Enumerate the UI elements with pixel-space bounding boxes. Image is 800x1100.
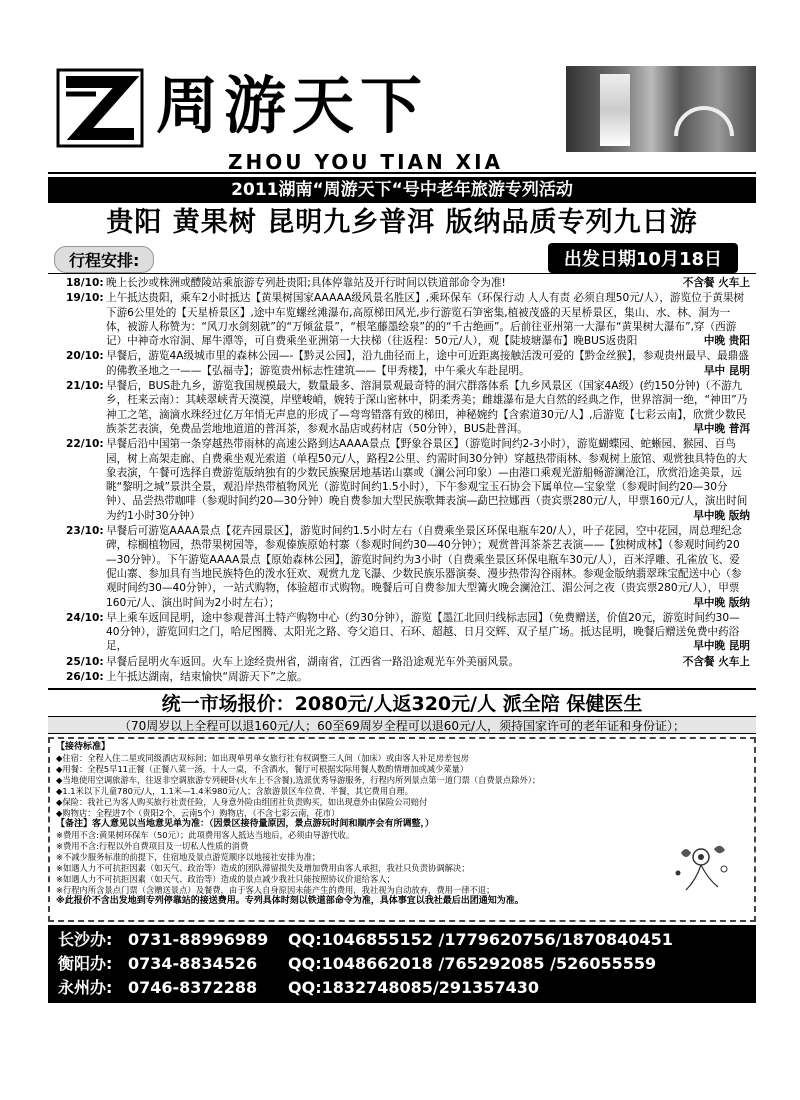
itinerary-day bbox=[66, 524, 750, 610]
scenery-photo bbox=[566, 66, 756, 152]
day-date: 22/10: bbox=[66, 438, 104, 451]
standards-line: ※费用不含:黄果树环保车（50元）；此项费用客人抵达当地后，必须由导游代收。 bbox=[56, 830, 355, 841]
day-text: 上午抵达贵阳，乘车2小时抵达【黄果树国家AAAAA级风景名胜区】,乘环保车（环保行动 人人有责 必须自理50元/人），游览位于黄果树下游6公里处的【天星桥景区】,途中车览螺丝滩瀑布,高原梯田风光,步行游览石笋密集,植被茂盛的天星桥景区，集山、水、林、洞为一体，被游人称赞为：“风刀水剑刻就”的“万倾盆景”，“根笔藤墨绘泉”的的“千古绝画”。后前往亚州第一大瀑布“黄果树大瀑布”,穿（西游记）中神奇水帘洞、犀牛潭等，可自费乘坐亚洲第一大扶梯（往返程：50元/人），观【陡坡塘瀑布】晚BUS返贵阳 bbox=[106, 292, 745, 348]
logo-subtitle: ZHOU YOU TIAN XIA bbox=[228, 150, 504, 174]
standards-line: ※费用不含:行程以外自费项目及一切私人性质的消费 bbox=[56, 841, 249, 852]
contact-row bbox=[58, 928, 746, 952]
standards-line: ※不减少服务标准的前提下，住宿地及景点游览顺序以地接社安排为准； bbox=[56, 852, 321, 863]
day-meal: 早中晚 版纳 bbox=[693, 596, 750, 609]
office-phone: 0731-88996989 bbox=[128, 930, 269, 950]
waterfall-image bbox=[600, 74, 630, 146]
standards-line: ◆购物店：全程进7个（贵阳2个，云南5个）购物店，（不含七彩云南，花市） bbox=[56, 808, 340, 819]
standards-line: ◆1.1米以下儿童780元/人，1.1米—1.4米980元/人；含旅游景区车位费、半餐，其它费用自理。 bbox=[56, 786, 414, 797]
standards-line: 【备注】客人意见以当地意见单为准：（因景区接待量原因，景点游玩时间和顺序会有所调整，） bbox=[56, 819, 435, 830]
event-banner: 2011湖南“周游天下“号中老年旅游专列活动 bbox=[48, 177, 756, 203]
itinerary-label: 行程安排: bbox=[54, 246, 154, 273]
office-name: 长沙办: bbox=[58, 930, 113, 950]
day-text: 早餐后昆明火车返回。火车上途经贵州省，湖南省，江西省一路沿途观光车外美丽风景。 bbox=[106, 655, 520, 668]
standards-line: ※此报价不含出发地到专列停靠站的接送费用。专列具体时刻以铁道部命令为准，具体事宜以我社最后出团通知为准。 bbox=[56, 896, 524, 907]
standards-line: ◆当地使用空调旅游车，往返非空调旅游专列硬卧(火车上不含餐),选派优秀导游服务，行程内所列景点第一道门票（自费景点除外）； bbox=[56, 775, 541, 786]
contact-block bbox=[48, 925, 756, 1003]
day-text: 上午抵达湖南，结束愉快“周游天下”之旅。 bbox=[106, 671, 308, 684]
standards-line: ※如遇人力不可抗拒因素（如天气、政治等）造成的景点减少我社只能按照协议价退给客人； bbox=[56, 874, 395, 885]
itinerary-day bbox=[66, 611, 750, 654]
flyer bbox=[48, 62, 756, 1042]
itinerary-day bbox=[66, 437, 750, 523]
standards-line: ◆用餐：全程5早11正餐（正餐八菜一汤，十人一桌，不含酒水，餐厅可根据实际用餐人数酌情增加或减少菜量） bbox=[56, 764, 469, 775]
itinerary-day bbox=[66, 349, 750, 378]
logo bbox=[56, 64, 576, 150]
office-name: 衡阳办: bbox=[58, 954, 113, 974]
header bbox=[48, 62, 756, 174]
office-qq: QQ:1046855152 /1779620756/1870840451 bbox=[288, 930, 673, 950]
office-qq: QQ:1832748085/291357430 bbox=[288, 978, 539, 998]
price-note: （70周岁以上全程可以退160元/人；60至69周岁全程可以退60元/人，须持国家许可的老年证和身份证）； bbox=[48, 716, 756, 734]
day-date: 20/10: bbox=[66, 350, 104, 363]
standards-line: ※行程内所含景点门票（含赠送景点）及餐费，由于客人自身原因未能产生的费用，我社视为自动放弃，费用一律不退； bbox=[56, 885, 495, 896]
standards-line: ◆保险：我社已为客人购买旅行社责任险，人身意外险由组团社负责购买，如出现意外由保险公司赔付 bbox=[56, 797, 428, 808]
service-standards bbox=[48, 737, 756, 922]
day-text: 早餐后沿中国第一条穿越热带雨林的高速公路到达AAAA景点【野象谷景区】（游览时间约2-3小时），游览蝴蝶园、蛇蜥园、猴园、百鸟园，树上高架走廊、自费乘坐观光索道（单程50元/人，路程2公里、约需时间30分钟）穿越热带雨林、参观树上旅馆、观赏独具特色的大象表演，午餐可选择自费游览版纳独有的少数民族聚居地基诺山寨或（澜公河印象）—由港口乘观光游船畅游澜沧江，欣赏沿途美景，远眺“黎明之城”景洪全景，观沿岸热带植物风光（游览时间约1.5小时），下午参观宝玉石协会下属单位—宝象堂（参观时间约20—30分钟）、品尝热带咖啡（参观时间约20—30分钟）晚自费参加大型民族歌舞表演—勐巴拉娜西（贵宾票280元/人，甲票160元/人，演出时间为约1小时30分钟） bbox=[106, 438, 748, 522]
day-text: 早餐后，游览4A级城市里的森林公园—-【黔灵公园】，沿九曲径而上，途中可近距离接触活泼可爱的【黔金丝猴】，参观贵州最早、最鼎盛的佛教圣地之一——【弘福寺】；游览贵州标志性建筑——【甲秀楼】，中午乘火车赴昆明。 bbox=[106, 350, 749, 377]
day-meal: 不含餐 火车上 bbox=[682, 277, 750, 289]
logo-text: 周游天下 bbox=[156, 69, 429, 142]
day-text: 早餐后，BUS赴九乡，游览我国规模最大，数量最多、溶洞景观最奇特的洞穴群落体系【九乡风景区（国家4A级）(约150分钟)（不游九乡，枉来云南）：其峡翠峡青天漠漠，岸壁峻峭，婉转于深山密林中，阴柔秀美；雌雄瀑布是大自然的经典之作，世界溶洞一绝，“神田”乃神工之笔，滴滴水珠经过亿万年悄无声息的形成了—弯弯错落有致的梯田，神秘婉约【含索道30元/人】,后游览【七彩云南】，欣赏少数民族茶艺表演，免费品尝地地道道的普洱茶，参观水晶店或药材店（50分钟），BUS赴普洱。 bbox=[106, 380, 748, 435]
bridge-image bbox=[674, 106, 734, 136]
departure-date: 出发日期10月18日 bbox=[548, 243, 738, 273]
itinerary-list bbox=[48, 274, 756, 684]
standards-line: ◆住宿：全程入住二星或同级酒店双标间；如出现单男单女旅行社有权调整三人间（加床）或由客人补足房差包房 bbox=[56, 753, 469, 764]
standards-heading: 【接待标准】 bbox=[56, 742, 111, 753]
day-date: 25/10: bbox=[66, 655, 104, 668]
itinerary-day bbox=[66, 670, 750, 684]
itinerary-day bbox=[66, 291, 750, 348]
day-date: 23/10: bbox=[66, 525, 104, 538]
office-phone: 0746-8372288 bbox=[128, 978, 258, 998]
day-meal: 中晚 贵阳 bbox=[703, 335, 750, 348]
day-meal: 早中晚 普洱 bbox=[693, 422, 750, 435]
day-date: 26/10: bbox=[66, 671, 104, 684]
logo-z-icon bbox=[56, 68, 144, 148]
office-phone: 0734-8834526 bbox=[128, 954, 258, 974]
day-meal: 早中晚 版纳 bbox=[693, 509, 750, 522]
day-text: 晚上长沙或株洲或醴陵站乘旅游专列赴贵阳;具体停靠站及开行时间以铁道部命令为准! bbox=[106, 277, 506, 289]
day-meal: 不含餐 火车上 bbox=[682, 655, 750, 668]
contact-row bbox=[58, 976, 746, 1000]
day-text: 早上乘车返回昆明，途中参观普洱土特产购物中心（约30分钟），游览【墨江北回归线标志园】（免费赠送，价值20元，游览时间约30—40分钟），游览回归之门，哈尼图腾、太阳光之路、夸父追日、石环、超越、日月交辉、双子星广场。抵达昆明，晚餐后赠送免费中药浴足， bbox=[106, 611, 740, 653]
itinerary-day bbox=[66, 379, 750, 436]
office-qq: QQ:1048662018 /765292085 /526055559 bbox=[288, 954, 657, 974]
day-date: 21/10: bbox=[66, 380, 104, 393]
day-text: 早餐后可游览AAAA景点【花卉园景区】，游览时间约1.5小时左右（自费乘坐景区环保电瓶车20/人），叶子花园，空中花园，周总理纪念碑，棕榈植物园，热带果树园等，参观傣族原始村寨（参观时间约30—40分钟）；观赏普洱茶茶艺表演——【独树成林】（参观时间约20—30分钟）。下午游览AAAA景点【原始森林公园】，游览时间约为3小时（自费乘坐景区环保电瓶车30元/人），百米浮雕、孔雀放飞、爱伲山寨、参加具有当地民族特色的泼水狂欢、观赏九龙飞瀑、少数民族乐器演奏、漫步热带沟谷雨林。参观金版纳翡翠珠宝配送中心（参观时间约30—40分钟），一站式购物，体验超市式购物。晚餐后可自费参加大型篝火晚会澜沧江、湄公河之夜（贵宾票280元/人），甲票160元/人、演出时间为2小时左右）； bbox=[106, 525, 742, 609]
day-meal: 早中晚 昆明 bbox=[693, 640, 750, 653]
day-date: 24/10: bbox=[66, 611, 104, 624]
flower-ornament-icon bbox=[666, 835, 736, 895]
standards-line: ※如遇人力不可抗拒因素（如天气、政治等）造成的团队滞留损失及增加费用由客人承担，我社只负责协调解决； bbox=[56, 863, 470, 874]
day-date: 19/10: bbox=[66, 292, 104, 305]
itinerary-header bbox=[48, 243, 756, 271]
itinerary-day bbox=[66, 276, 750, 290]
itinerary-day bbox=[66, 655, 750, 669]
day-date: 18/10: bbox=[66, 277, 104, 289]
office-name: 永州办: bbox=[58, 978, 113, 998]
tour-title: 贵阳 黄果树 昆明九乡普洱 版纳品质专列九日游 bbox=[106, 207, 698, 238]
contact-row bbox=[58, 952, 746, 976]
price-banner: 统一市场报价：2080元/人返320元/人 派全陪 保健医生 bbox=[48, 688, 756, 716]
day-meal: 早中 昆明 bbox=[703, 364, 750, 377]
